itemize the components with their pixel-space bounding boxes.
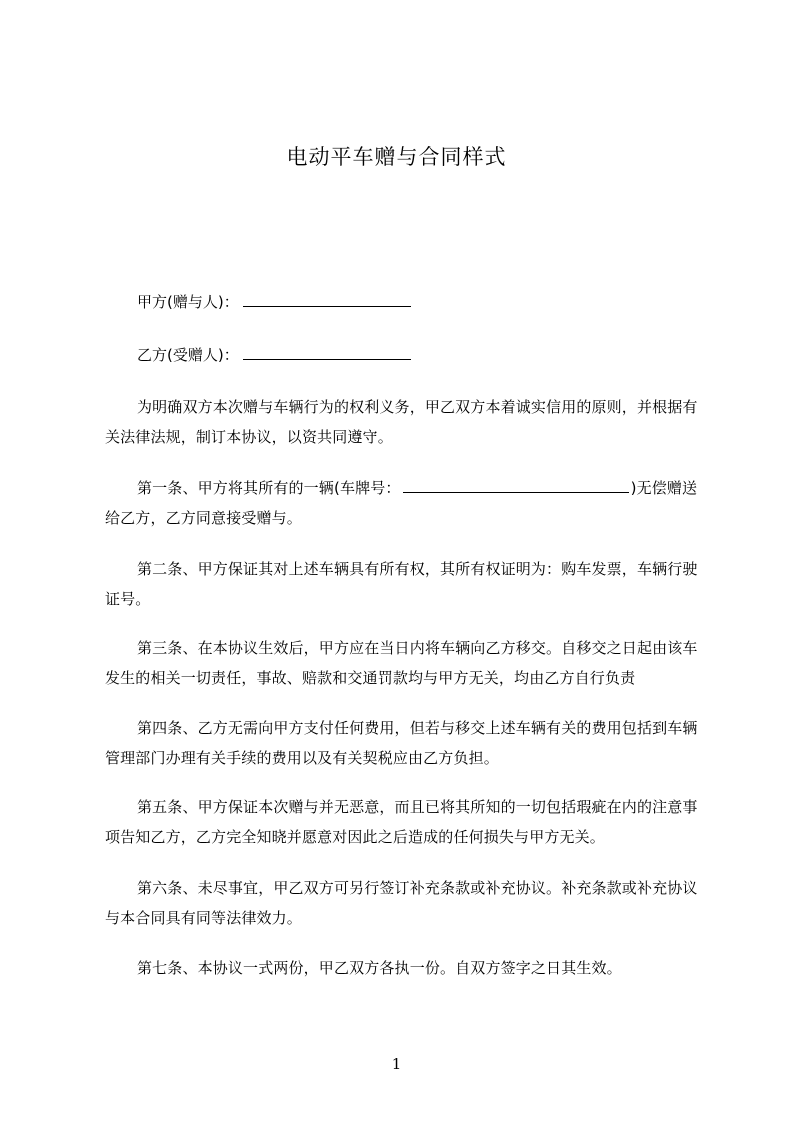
intro-paragraph: 为明确双方本次赠与车辆行为的权利义务，甲乙双方本着诚实信用的原则，并根据有关法律法规，制订本协议，以资共同遵守。 [105, 398, 698, 446]
clause-6: 第六条、未尽事宜，甲乙双方可另行签订补充条款或补充协议。补充条款或补充协议与本合同具有同等法律效力。 [105, 879, 698, 927]
clause-7: 第七条、本协议一式两份，甲乙双方各执一份。自双方签字之日其生效。 [137, 959, 622, 977]
clause-5: 第五条、甲方保证本次赠与并无恶意，而且已将其所知的一切包括瑕疵在内的注意事项告知乙方，乙方完全知晓并愿意对因此之后造成的任何损失与甲方无关。 [105, 798, 698, 846]
party-a-field [137, 290, 411, 313]
clause-2: 第二条、甲方保证其对上述车辆具有所有权，其所有权证明为：购车发票，车辆行驶证号。 [105, 560, 698, 608]
party-a-blank-line [243, 290, 411, 307]
party-a-label: 甲方(赠与人)： [137, 293, 239, 311]
party-b-label: 乙方(受赠人)： [137, 346, 239, 364]
clause-4: 第四条、乙方无需向甲方支付任何费用，但若与移交上述车辆有关的费用包括到车辆管理部门办理有关手续的费用以及有关契税应由乙方负担。 [105, 719, 698, 767]
party-b-field [137, 343, 411, 366]
clause-3: 第三条、在本协议生效后，甲方应在当日内将车辆向乙方移交。自移交之日起由该车发生的相关一切责任，事故、赔款和交通罚款均与甲方无关，均由乙方自行负责 [105, 639, 698, 687]
party-b-blank-line [243, 343, 411, 360]
document-title: 电动平车赠与合同样式 [286, 145, 507, 169]
clause-1-text-after: )无偿赠送给乙方，乙方同意接受赠与。 [105, 479, 698, 527]
clause-1 [105, 473, 705, 533]
plate-number-blank-line [403, 476, 629, 493]
page-number: 1 [391, 1055, 402, 1073]
clause-1-text-before: 第一条、甲方将其所有的一辆(车牌号： [137, 479, 401, 497]
